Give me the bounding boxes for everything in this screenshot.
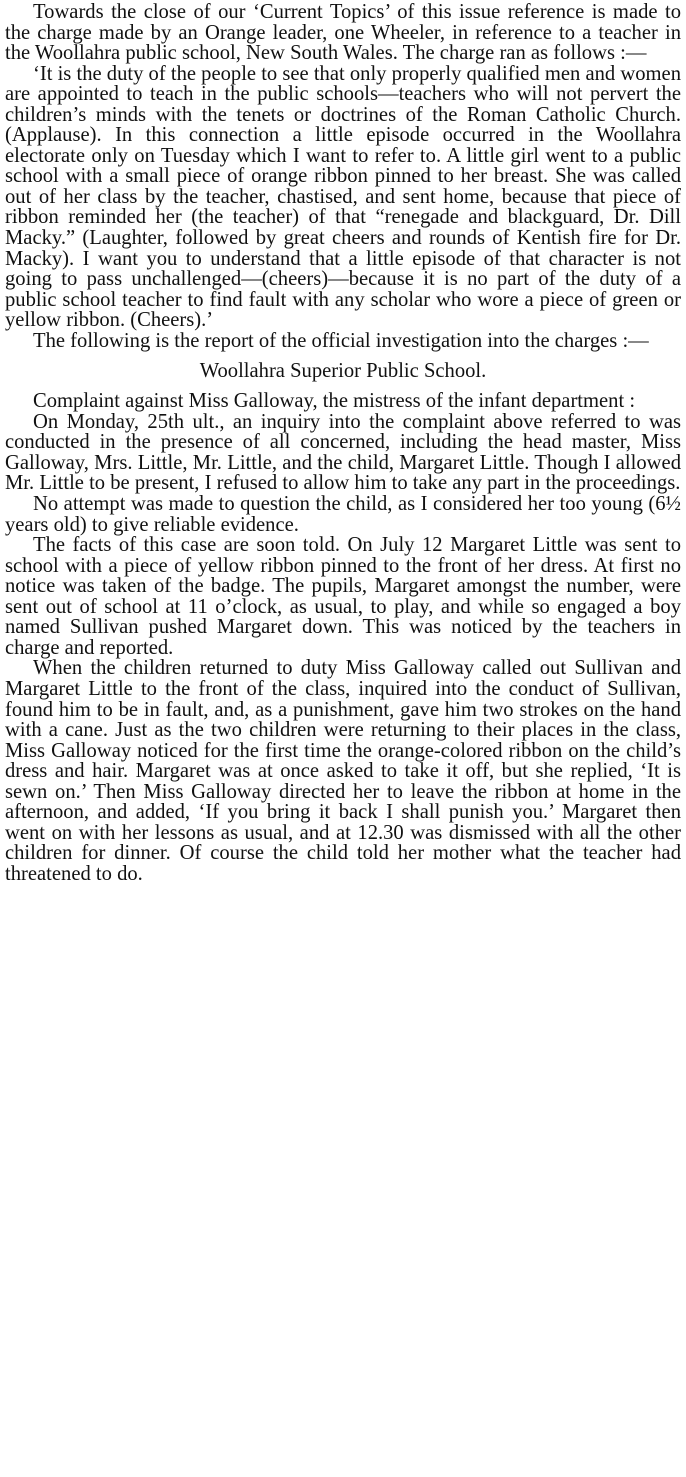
- quoted-charge-paragraph: ‘It is the duty of the people to see that only properly qualified men and women are appointed to teach in the public schools—teachers who will not pervert the children’s minds with the tenets or doctrines of the Roman Catholic Church. (Applause). In this connection a little episode occurred in the Woollahra electorate only on Tuesday which I want to refer to. A little girl went to a public school with a small piece of orange ribbon pinned to her breast. She was called out of her class by the teacher, chastised, and sent home, because that piece of ribbon reminded her (the teacher) of that “renegade and blackguard, Dr. Dill Macky.” (Laughter, followed by great cheers and rounds of Kentish fire for Dr. Macky). I want you to understand that a little episode of that character is not going to pass unchallenged—(cheers)—because it is no part of the duty of a public school teacher to find fault with any scholar who wore a piece of green or yellow ribbon. (Cheers).’: [5, 62, 681, 332]
- classroom-paragraph: When the children returned to duty Miss Galloway called out Sullivan and Margaret Little to the front of the class, inquired into the conduct of Sullivan, found him to be in fault, and, as a punishment, gave him two strokes on the hand with a cane. Just as the two children were returning to their places in the class, Miss Galloway noticed for the first time the orange-colored ribbon on the child’s dress and hair. Margaret was at once asked to take it off, but she replied, ‘It is sewn on.’ Then Miss Galloway directed her to leave the ribbon at home in the afternoon, and added, ‘If you bring it back I shall punish you.’ Margaret then went on with her lessons as usual, and at 12.30 was dismissed with all the other children for dinner. Of course the child told her mother what the teacher had threatened to do.: [5, 657, 681, 885]
- facts-paragraph: The facts of this case are soon told. On July 12 Margaret Little was sent to school with a piece of yellow ribbon pinned to the front of her dress. At first no notice was taken of the badge. The pupils, Margaret amongst the number, were sent out of school at 11 o’clock, as usual, to play, and while so engaged a boy named Sullivan pushed Margaret down. This was noticed by the teachers in charge and reported.: [5, 534, 681, 659]
- complaint-paragraph: Complaint against Miss Galloway, the mistress of the infant department :: [33, 390, 636, 413]
- article-column: [5, 2, 681, 884]
- inquiry-paragraph: On Monday, 25th ult., an inquiry into the complaint above referred to was conducted in the presence of all concerned, including the head master, Miss Galloway, Mrs. Little, Mr. Little, and the child, Margaret Little. Though I allowed Mr. Little to be present, I refused to allow him to take any part in the proceedings.: [5, 410, 681, 495]
- intro-paragraph: Towards the close of our ‘Current Topics’ of this issue reference is made to the charge made by an Orange leader, one Wheeler, in reference to a teacher in the Woollahra public school, New South Wales. The charge ran as follows :—: [5, 1, 681, 65]
- evidence-paragraph: No attempt was made to question the child, as I considered her too young (6½ years old) to give reliable evidence.: [5, 493, 681, 536]
- report-subheading: Woollahra Superior Public School.: [199, 360, 487, 383]
- report-lead-paragraph: The following is the report of the official investigation into the charges :—: [33, 329, 649, 352]
